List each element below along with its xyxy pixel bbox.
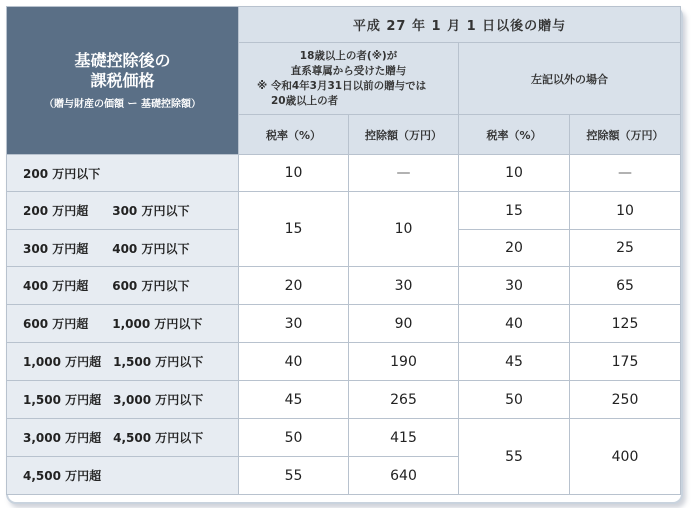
- corner-title-line1: 基礎控除後の: [74, 51, 171, 70]
- group-a-deduction: 90: [349, 305, 459, 343]
- group-a-rate: 45: [239, 381, 349, 419]
- group-b-rate: 40: [459, 305, 570, 343]
- group-a-rate: 30: [239, 305, 349, 343]
- group-a-rate: 15: [239, 192, 349, 267]
- group-b-deduction: —: [570, 155, 681, 192]
- row-label: 1,000 万円超 1,500 万円以下: [7, 343, 239, 381]
- group-b-rate-header: 税率（%）: [459, 115, 570, 155]
- row-label: 3,000 万円超 4,500 万円以下: [7, 419, 239, 457]
- corner-note: （贈与財産の価額 ー 基礎控除額）: [44, 99, 201, 110]
- group-b-deduction: 10: [570, 192, 681, 230]
- group-b-deduction: 400: [570, 419, 681, 495]
- group-a-deduction: 30: [349, 267, 459, 305]
- group-b-rate: 10: [459, 155, 570, 192]
- row-label: 4,500 万円超: [7, 457, 239, 495]
- taxable-value-header: [7, 7, 239, 155]
- group-b-rate: 20: [459, 230, 570, 267]
- group-a-line2: 直系尊属から受けた贈与: [290, 64, 407, 77]
- table-row: [7, 419, 681, 457]
- group-a-rate: 20: [239, 267, 349, 305]
- group-b-deduction: 250: [570, 381, 681, 419]
- row-label: 300 万円超 400 万円以下: [7, 230, 239, 267]
- group-a-line4: 20歳以上の者: [271, 94, 339, 107]
- group-a-line1: 18歳以上の者(※)が: [299, 49, 398, 62]
- row-label: 600 万円超 1,000 万円以下: [7, 305, 239, 343]
- table-row: [7, 192, 681, 230]
- group-a-deduction: 265: [349, 381, 459, 419]
- group-a-deduction: 10: [349, 192, 459, 267]
- row-label: 400 万円超 600 万円以下: [7, 267, 239, 305]
- group-b-deduction: 175: [570, 343, 681, 381]
- table-row: [7, 343, 681, 381]
- group-a-deduction: —: [349, 155, 459, 192]
- group-b-rate: 45: [459, 343, 570, 381]
- table-row: [7, 155, 681, 192]
- table-row: [7, 305, 681, 343]
- group-a-deduction: 190: [349, 343, 459, 381]
- group-a-deduction: 640: [349, 457, 459, 495]
- group-b-rate: 55: [459, 419, 570, 495]
- group-b-rate: 50: [459, 381, 570, 419]
- group-b-rate: 30: [459, 267, 570, 305]
- period-title: 平成 27 年 1 月 1 日以後の贈与: [239, 7, 681, 43]
- group-a-deduction: 415: [349, 419, 459, 457]
- group-a-deduction-header: 控除額（万円）: [349, 115, 459, 155]
- group-b-deduction: 65: [570, 267, 681, 305]
- row-label: 1,500 万円超 3,000 万円以下: [7, 381, 239, 419]
- row-label: 200 万円超 300 万円以下: [7, 192, 239, 230]
- corner-title-line2: 課税価格: [90, 71, 155, 90]
- gift-tax-rate-table: [6, 6, 681, 495]
- group-a-header: [239, 43, 459, 115]
- table-row: [7, 267, 681, 305]
- row-label: 200 万円以下: [7, 155, 239, 192]
- group-b-deduction: 125: [570, 305, 681, 343]
- group-a-rate: 40: [239, 343, 349, 381]
- group-b-deduction-header: 控除額（万円）: [570, 115, 681, 155]
- group-b-header: 左記以外の場合: [459, 43, 681, 115]
- group-a-rate: 55: [239, 457, 349, 495]
- group-a-rate: 50: [239, 419, 349, 457]
- group-a-rate-header: 税率（%）: [239, 115, 349, 155]
- group-a-line3: ※ 令和4年3月31日以前の贈与では: [257, 79, 427, 92]
- group-b-rate: 15: [459, 192, 570, 230]
- table-row: [7, 381, 681, 419]
- group-a-rate: 10: [239, 155, 349, 192]
- group-b-deduction: 25: [570, 230, 681, 267]
